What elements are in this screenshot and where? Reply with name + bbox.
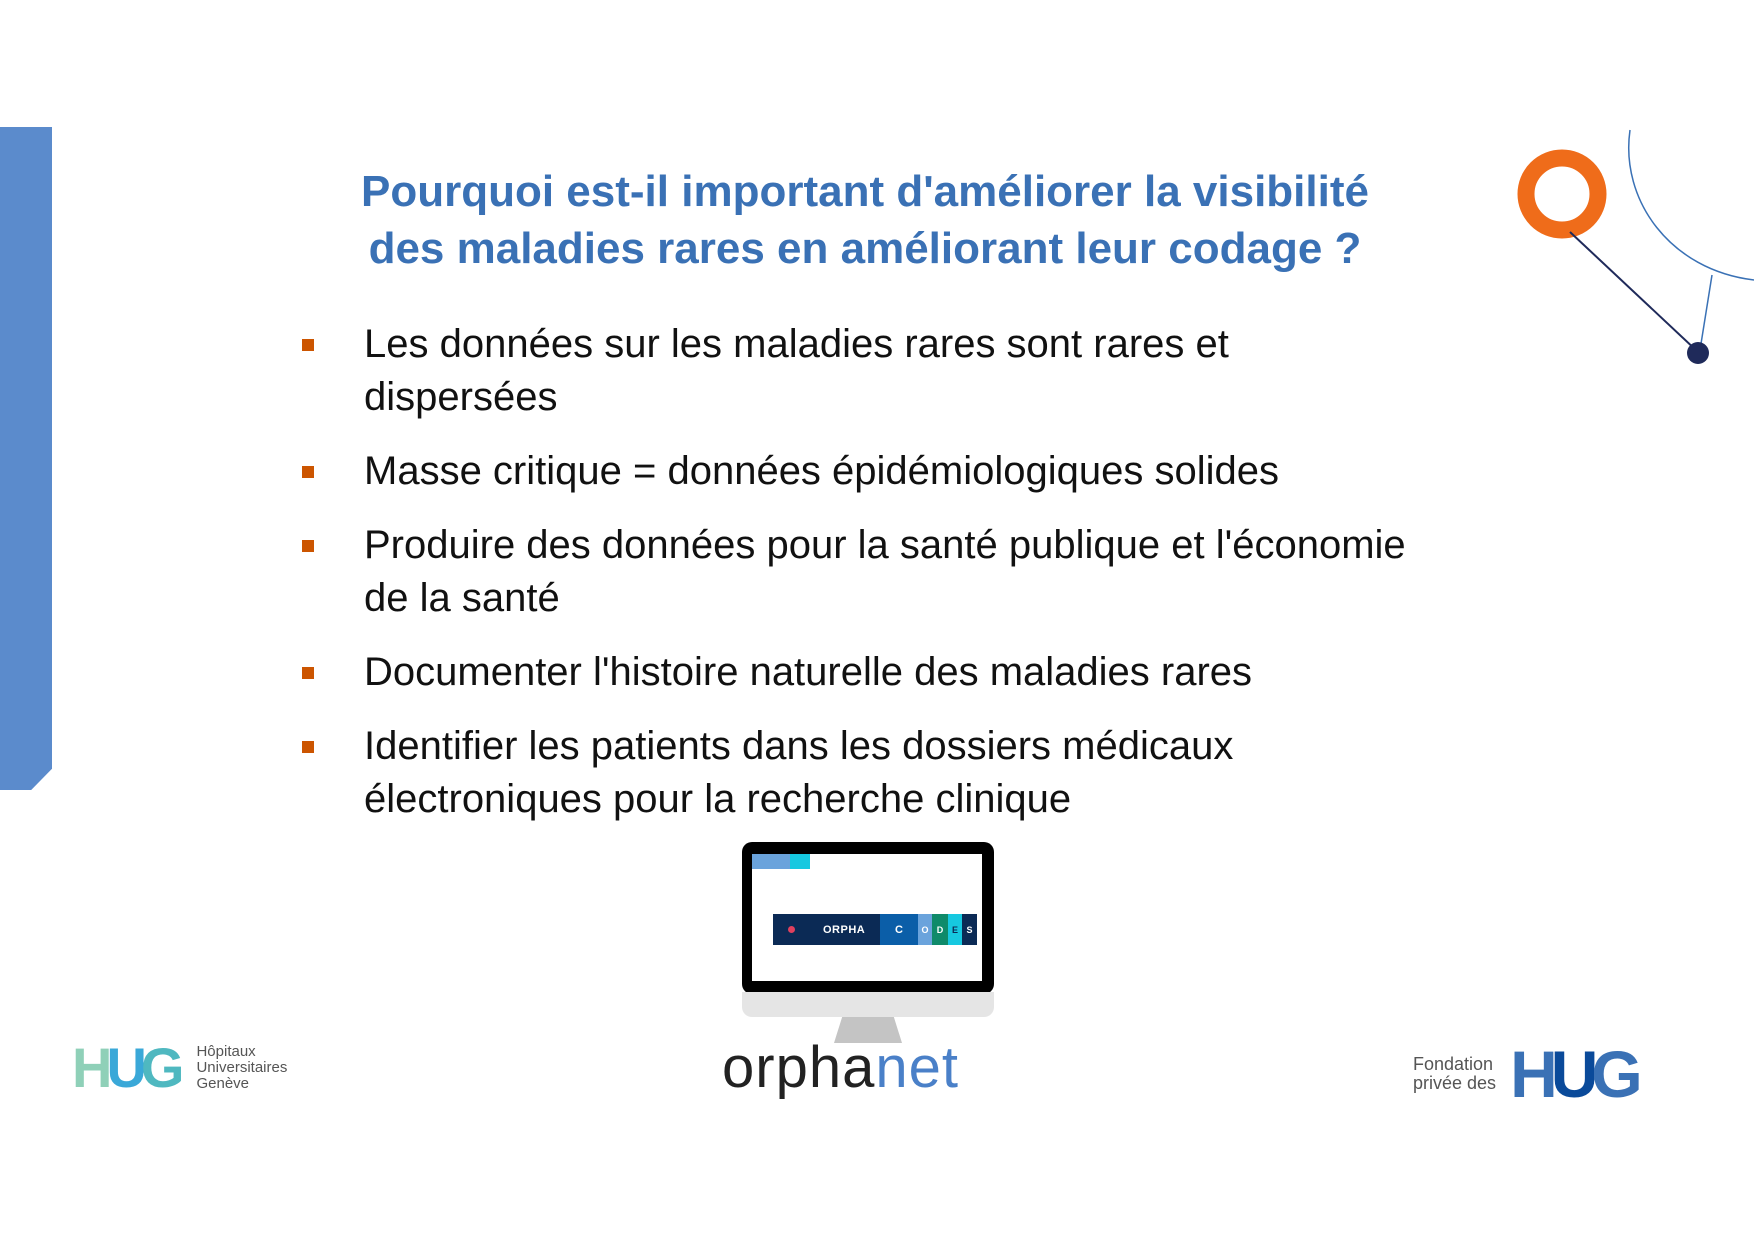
hug-logo-text: Hôpitaux Universitaires Genève (196, 1043, 288, 1092)
codes-letter: C (880, 914, 918, 945)
orpha-label: ORPHA (823, 923, 866, 936)
codes-letter: D (932, 914, 948, 945)
square-bullet-icon (302, 466, 314, 478)
fondation-logo-text: Fondation privée des (1413, 1054, 1497, 1093)
monitor-chin (742, 992, 994, 1017)
fondation-logo-mark: HUG (1510, 1037, 1636, 1111)
square-bullet-icon (302, 339, 314, 351)
title-line-1: Pourquoi est-il important d'améliorer la visibilité (361, 167, 1369, 216)
codes-letter: S (962, 914, 977, 945)
codes-letter: E (948, 914, 962, 945)
red-dot-icon (788, 926, 795, 933)
orpha-codes-banner (773, 914, 977, 945)
bullet-text: Produire des données pour la santé publique et l'économie de la santé (364, 523, 1406, 620)
monitor-illustration (742, 842, 994, 1042)
screen-tab-strip (752, 854, 810, 869)
orphanet-logo: orphanet (722, 1035, 959, 1100)
bullet-text: Documenter l'histoire naturelle des maladies rares (364, 650, 1253, 694)
square-bullet-icon (302, 667, 314, 679)
bullet-item (298, 519, 1418, 625)
bullet-item (298, 646, 1418, 699)
square-bullet-icon (302, 741, 314, 753)
slide-title (300, 163, 1430, 277)
bullet-text: Identifier les patients dans les dossiers médicaux électroniques pour la recherche clinique (364, 724, 1234, 821)
bullet-item (298, 720, 1418, 826)
title-line-2: des maladies rares en améliorant leur codage ? (368, 224, 1362, 273)
hug-hospital-logo (72, 1036, 288, 1099)
fondation-hug-logo (1413, 1037, 1636, 1111)
bullet-text: Les données sur les maladies rares sont rares et dispersées (364, 322, 1229, 419)
left-accent-bar (0, 127, 52, 790)
hug-logo-mark: HUG (72, 1036, 179, 1099)
bullet-text: Masse critique = données épidémiologiques solides (364, 449, 1279, 493)
bullet-list (298, 318, 1418, 847)
square-bullet-icon (302, 540, 314, 552)
codes-letter: O (918, 914, 932, 945)
monitor-screen (742, 842, 994, 994)
bullet-item (298, 445, 1418, 498)
bullet-item (298, 318, 1418, 424)
decorative-ring-icon (1500, 120, 1754, 380)
